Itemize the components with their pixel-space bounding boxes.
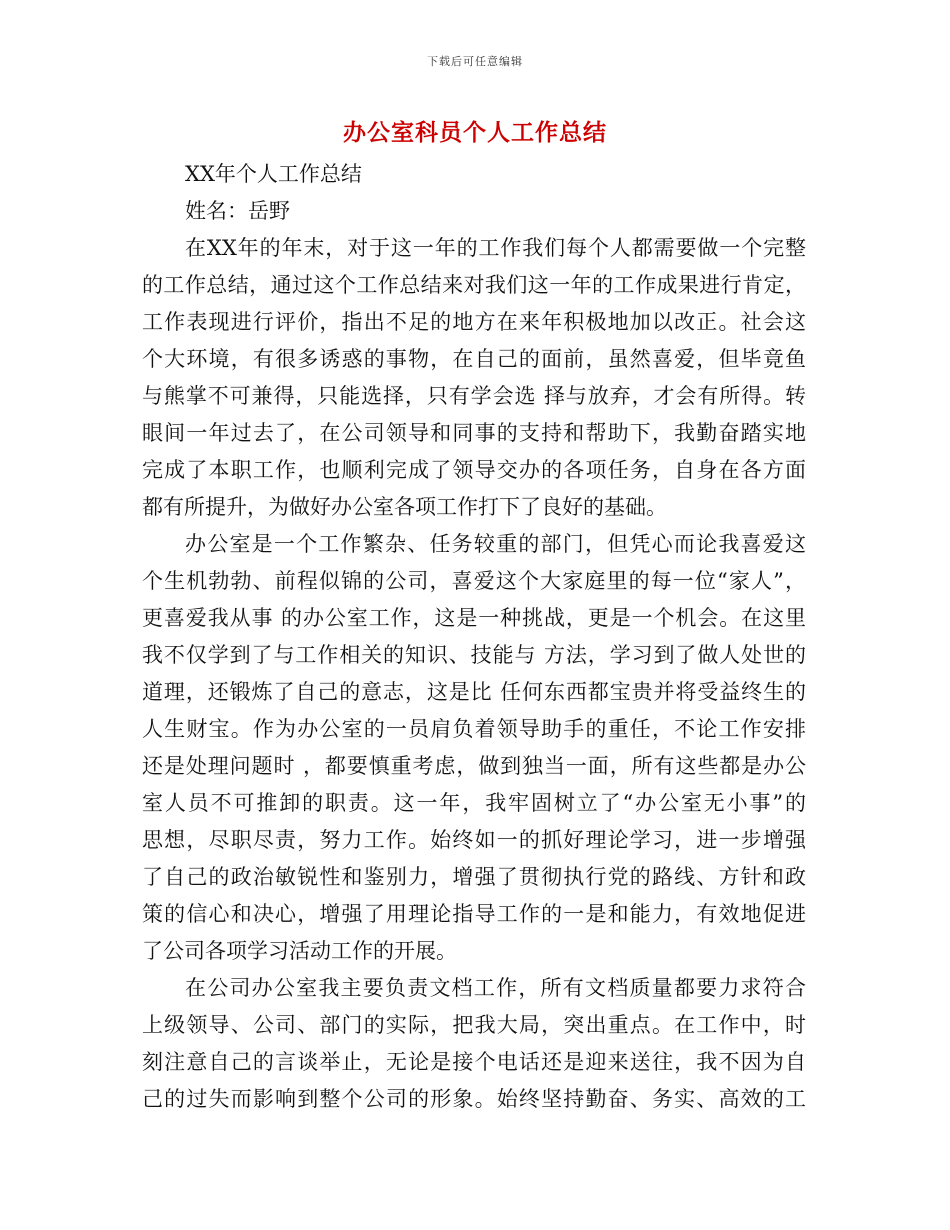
- text-line: 我不仅学到了与工作相关的知识、技能与 方法，学习到了做人处世的: [142, 643, 806, 667]
- text-line: 道理，还锻炼了自己的意志，这是比 任何东西都宝贵并将受益终生的: [142, 680, 806, 704]
- text-line: 完成了本职工作，也顺利完成了领导交办的各项任务，自身在各方面: [142, 458, 806, 482]
- text-line: 还是处理问题时 ，都要慎重考虑，做到独当一面，所有这些都是办公: [142, 754, 806, 778]
- text-line: 策的信心和决心，增强了用理论指导工作的一是和能力，有效地促进: [142, 902, 806, 926]
- text-line: 人生财宝。作为办公室的一员肩负着领导助手的重任，不论工作安排: [142, 717, 806, 741]
- text-line: 了公司各项学习活动工作的开展。: [142, 939, 457, 963]
- text-line: 的工作总结，通过这个工作总结来对我们这一年的工作成果进行肯定，: [142, 273, 806, 297]
- text-line: 上级领导、公司、部门的实际，把我大局，突出重点。在工作中，时: [142, 1013, 806, 1037]
- text-line: 在XX年的年末，对于这一年的工作我们每个人都需要做一个完整: [185, 236, 806, 260]
- document-body: [142, 156, 806, 1118]
- text-line: 办公室是一个工作繁杂、任务较重的部门，但凭心而论我喜爱这: [185, 532, 806, 556]
- text-line: 在公司办公室我主要负责文档工作，所有文档质量都要力求符合: [185, 976, 806, 1000]
- text-line: 个大环境，有很多诱惑的事物，在自己的面前，虽然喜爱，但毕竟鱼: [142, 347, 806, 371]
- text-line: 姓名：岳野: [185, 199, 290, 223]
- text-line: 思想，尽职尽责，努力工作。始终如一的抓好理论学习，进一步增强: [142, 828, 806, 852]
- text-line: 刻注意自己的言谈举止，无论是接个电话还是迎来送往，我不因为自: [142, 1050, 806, 1074]
- text-line: 室人员不可推卸的职责。这一年，我牢固树立了“办公室无小事”的: [142, 791, 806, 815]
- text-line: 己的过失而影响到整个公司的形象。始终坚持勤奋、务实、高效的工: [142, 1087, 806, 1111]
- text-line: 工作表现进行评价，指出不足的地方在来年积极地加以改正。社会这: [142, 310, 806, 334]
- text-line: 了自己的政治敏锐性和鉴别力，增强了贯彻执行党的路线、方针和政: [142, 865, 806, 889]
- text-line: 都有所提升，为做好办公室各项工作打下了良好的基础。: [142, 495, 667, 519]
- text-line: 与熊掌不可兼得，只能选择，只有学会选 择与放弃，才会有所得。转: [142, 384, 806, 408]
- text-line: 个生机勃勃、前程似锦的公司，喜爱这个大家庭里的每一位“家人”，: [142, 569, 806, 593]
- text-line: XX年个人工作总结: [185, 162, 362, 186]
- text-line: 眼间一年过去了，在公司领导和同事的支持和帮助下，我勤奋踏实地: [142, 421, 806, 445]
- page-title: 办公室科员个人工作总结: [343, 120, 607, 146]
- header-note: 下载后可任意编辑: [427, 55, 523, 68]
- text-line: 更喜爱我从事 的办公室工作，这是一种挑战，更是一个机会。在这里: [142, 606, 806, 630]
